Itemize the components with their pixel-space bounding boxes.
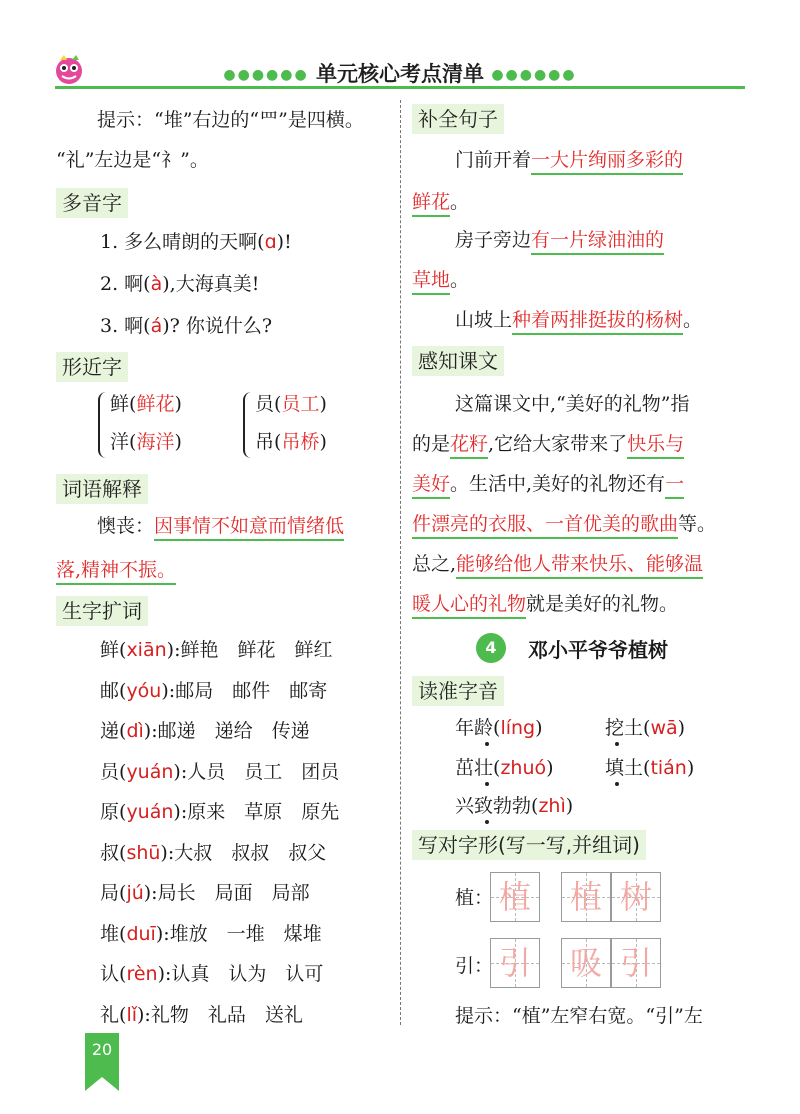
section-heading-reading: 读准字音 (412, 676, 504, 706)
expand-item: 邮(yóu):邮局 邮件 邮寄 (100, 679, 328, 702)
expand-item: 原(yuán):原来 草原 原先 (100, 801, 340, 823)
section-heading-writing: 写对字形(写一写,并组词) (412, 830, 646, 860)
reading-item: 年龄(líng) (455, 717, 543, 739)
expand-item: 认(rèn):认真 认为 认可 (100, 963, 324, 985)
polyphone-item: 3. 啊(á)? 你说什么? (100, 315, 273, 337)
polyphone-item: 2. 啊(à),大海真美! (100, 273, 260, 295)
expand-item: 堆(duī):堆放 一堆 煤堆 (100, 922, 322, 945)
writing-grid-cell: 吸 (561, 938, 611, 988)
similar-char: 鲜(鲜花) (110, 393, 182, 415)
section-heading-expand: 生字扩词 (56, 596, 148, 626)
similar-char: 员(员工) (255, 393, 327, 415)
section-heading-similar: 形近字 (56, 352, 128, 382)
brace-icon (243, 392, 255, 458)
perceive-line: 这篇课文中,“美好的礼物”指 (455, 393, 690, 415)
brace-icon (98, 392, 110, 458)
perceive-line: 总之,能够给他人带来快乐、能够温 (412, 550, 703, 578)
page-number: 20 (91, 1040, 113, 1059)
expand-item: 礼(lǐ):礼物 礼品 送礼 (100, 1003, 303, 1026)
writing-label: 植： (455, 887, 494, 909)
writing-grid-cell: 植 (561, 872, 611, 922)
reading-item: 填土(tián) (605, 757, 695, 779)
tip-text: “礼”左边是“礻”。 (56, 149, 209, 171)
reading-item: 兴致勃勃(zhì) (455, 795, 574, 817)
page-header: ●●●●●● 单元核心考点清单 ●●●●●● (223, 62, 577, 86)
writing-grid-cell: 植 (490, 872, 540, 922)
sentence: 房子旁边有一片绿油油的 (455, 226, 664, 254)
perceive-line: 的是花籽,它给大家带来了快乐与 (412, 430, 684, 458)
writing-grid-cell: 引 (490, 938, 540, 988)
explain-line: 落,精神不振。 (56, 556, 176, 584)
writing-grid-cell: 树 (611, 872, 661, 922)
perceive-line: 件漂亮的衣服、一首优美的歌曲等。 (412, 510, 716, 538)
writing-tip: 提示：“植”左窄右宽。“引”左 (455, 1005, 703, 1027)
writing-label: 引： (455, 955, 494, 977)
lesson-number-badge: 4 (476, 633, 506, 663)
sentence: 山坡上种着两排挺拔的杨树。 (455, 306, 702, 334)
similar-char: 洋(海洋) (110, 431, 182, 453)
expand-item: 鲜(xiān):鲜艳 鲜花 鲜红 (100, 639, 333, 661)
header-title: 单元核心考点清单 (316, 62, 484, 86)
expand-item: 员(yuán):人员 员工 团员 (100, 760, 340, 783)
sentence: 鲜花。 (412, 188, 469, 216)
sentence: 草地。 (412, 266, 469, 294)
header-rule (55, 86, 745, 89)
explain-line: 懊丧：因事情不如意而情绪低 (97, 512, 344, 540)
expand-item: 叔(shū):大叔 叔叔 叔父 (100, 841, 327, 864)
writing-grid-cell: 引 (611, 938, 661, 988)
expand-item: 局(jú):局长 局面 局部 (100, 882, 310, 904)
section-heading-perceive: 感知课文 (412, 346, 504, 376)
section-heading-complete: 补全句子 (412, 104, 504, 134)
polyphone-item: 1. 多么晴朗的天啊(ɑ)! (100, 231, 292, 253)
perceive-line: 美好。生活中,美好的礼物还有一 (412, 470, 684, 498)
section-heading-polyphone: 多音字 (56, 188, 128, 218)
lesson-title: 邓小平爷爷植树 (528, 638, 668, 662)
expand-item: 递(dì):邮递 递给 传递 (100, 720, 310, 742)
reading-item: 茁壮(zhuó) (455, 757, 554, 779)
column-divider (400, 100, 401, 1025)
reading-item: 挖土(wā) (605, 717, 686, 739)
section-heading-explain: 词语解释 (56, 474, 148, 504)
similar-char: 吊(吊桥) (255, 431, 327, 453)
tip-text: 提示：“堆”右边的“⺲”是四横。 (97, 109, 364, 131)
perceive-line: 暖人心的礼物就是美好的礼物。 (412, 590, 678, 618)
sentence: 门前开着一大片绚丽多彩的 (455, 146, 683, 174)
